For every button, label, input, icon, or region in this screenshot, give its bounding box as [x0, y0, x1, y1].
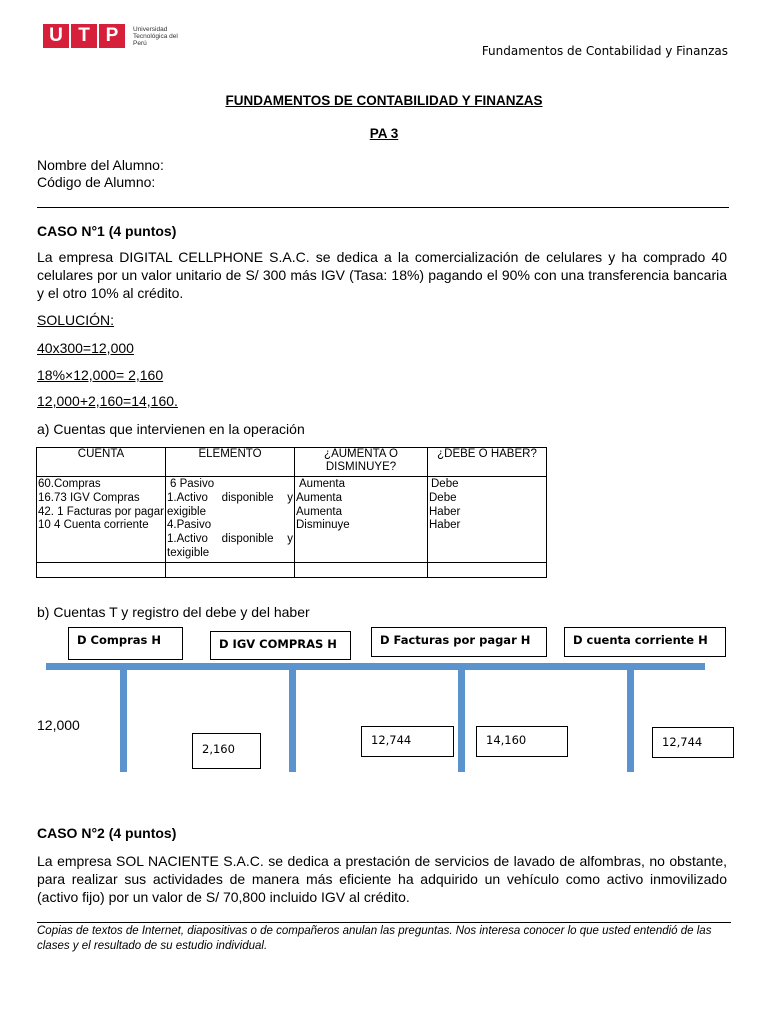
cell-line: Debe: [431, 478, 459, 490]
table-cell: [166, 562, 295, 577]
divider: [37, 207, 729, 208]
cell-line: Aumenta: [299, 478, 346, 490]
accounts-table: [36, 447, 547, 578]
cell-line: Haber: [429, 519, 461, 532]
utp-logo: [43, 24, 193, 48]
table-cell: [295, 562, 428, 577]
t-account-header-facturas: D Facturas por pagar H: [371, 627, 547, 657]
table-cell: [428, 477, 547, 563]
table-cell: [37, 477, 166, 563]
case2-heading: CASO N°2 (4 puntos): [37, 825, 177, 841]
t-amount-compras-debe: 12,000: [37, 717, 80, 733]
cell-line: Aumenta: [296, 491, 343, 504]
t-account-header-cuenta-corriente: D cuenta corriente H: [564, 627, 726, 657]
cell-line: Haber: [429, 505, 461, 518]
cell-line: Aumenta: [296, 505, 343, 518]
part-b-label: b) Cuentas T y registro del debe y del haber: [37, 604, 310, 620]
t-amount-igv: 2,160: [192, 733, 261, 769]
t-amount-facturas-haber: 14,160: [476, 726, 568, 757]
t-amount-corriente-haber: 12,744: [652, 727, 734, 758]
logo-letter: P: [99, 24, 125, 48]
calc-line: 12,000+2,160=14,160.: [37, 393, 178, 409]
cell-line: 16.73 IGV Compras: [38, 491, 140, 504]
case2-statement: La empresa SOL NACIENTE S.A.C. se dedica a prestación de servicios de lavado de alfombras, no obstante, para realizar sus actividades de manera más eficiente ha adquirido un vehículo como activo inmovilizado (activo fijo) por un valor de S/ 70,800 incluido IGV al crédito.: [37, 853, 727, 905]
cell-line: 6 Pasivo: [170, 478, 215, 490]
table-header: CUENTA: [37, 448, 166, 477]
table-row: [37, 562, 547, 577]
course-header: Fundamentos de Contabilidad y Finanzas: [481, 44, 728, 58]
table-cell: [428, 562, 547, 577]
t-account-header-igv: D IGV COMPRAS H: [210, 631, 351, 660]
case1-statement: La empresa DIGITAL CELLPHONE S.A.C. se dedica a la comercialización de celulares y ha comprado 40 celulares por un valor unitario de S/ 300 más IGV (Tasa: 18%) pagando el 90% con una transferencia bancaria y el otro 10% al crédito.: [37, 249, 727, 301]
table-cell: [295, 477, 428, 563]
page-subtitle: PA 3: [369, 126, 399, 141]
cell-line: 42. 1 Facturas por pagar: [38, 505, 164, 518]
cell-line: Debe: [429, 491, 457, 504]
t-account-vertical-bar: [289, 668, 296, 772]
cell-line: 10 4 Cuenta corriente: [38, 519, 149, 532]
table-row: [37, 477, 547, 563]
student-code-label: Código de Alumno:: [37, 174, 156, 190]
logo-letter: T: [71, 24, 97, 48]
t-amount-facturas-debe: 12,744: [361, 726, 454, 757]
table-header-row: [37, 448, 547, 477]
cell-line: 60.Compras: [38, 478, 101, 490]
cell-line: 1.Activo disponible y texigible: [167, 533, 293, 559]
table-cell: [37, 562, 166, 577]
footer-note: Copias de textos de Internet, diapositivas o de compañeros anulan las preguntas. Nos interesa conocer lo que usted entendió de las clases y el resultado de su estudio individual.: [37, 925, 712, 952]
cell-line: 4.Pasivo: [167, 519, 212, 532]
t-account-header-compras: D Compras H: [68, 627, 183, 660]
cell-line: Disminuye: [296, 519, 350, 532]
footer-divider: [37, 922, 731, 923]
t-account-vertical-bar: [120, 668, 127, 772]
table-header: ¿AUMENTA O DISMINUYE?: [295, 448, 428, 477]
calc-line: 40x300=12,000: [37, 340, 134, 356]
table-header: ELEMENTO: [166, 448, 295, 477]
solution-label: SOLUCIÓN:: [37, 312, 115, 328]
calc-line: 18%×12,000= 2,160: [37, 367, 164, 383]
page-title: FUNDAMENTOS DE CONTABILIDAD Y FINANZAS: [225, 93, 543, 108]
logo-subtitle: Universidad Tecnológica del Perú: [133, 25, 178, 47]
table-header: ¿DEBE O HABER?: [428, 448, 547, 477]
logo-letter: U: [43, 24, 69, 48]
table-cell: [166, 477, 295, 563]
case1-heading: CASO N°1 (4 puntos): [37, 223, 177, 239]
part-a-label: a) Cuentas que intervienen en la operación: [37, 421, 305, 437]
cell-line: 1.Activo disponible y exigible: [167, 491, 293, 518]
t-account-vertical-bar: [627, 668, 634, 772]
student-name-label: Nombre del Alumno:: [37, 157, 164, 173]
t-account-vertical-bar: [458, 668, 465, 772]
t-account-horizontal-bar: [46, 663, 705, 670]
